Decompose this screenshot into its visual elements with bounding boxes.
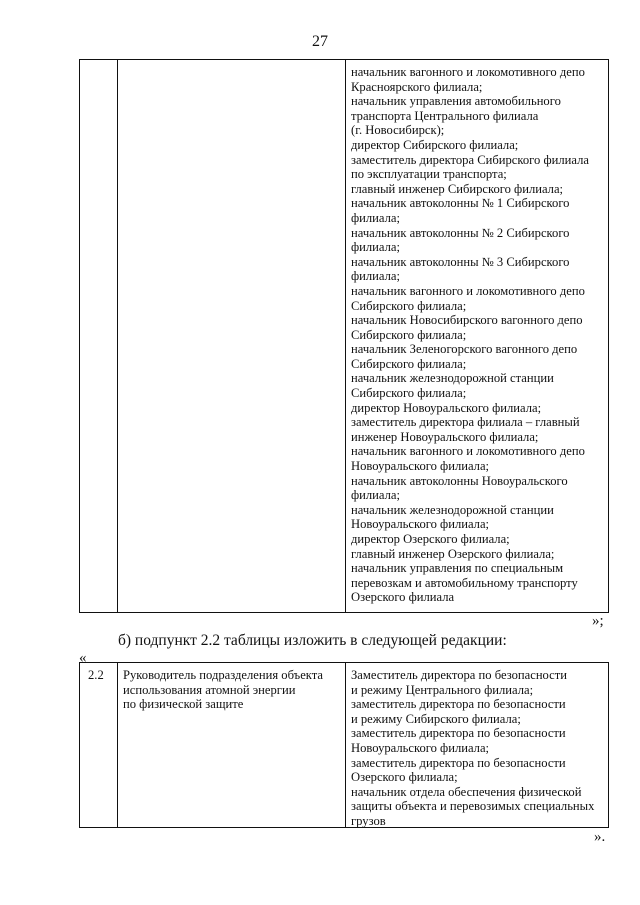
role-cell: Руководитель подразделения объекта использования атомной энергии по физической защите [123, 668, 323, 712]
column-divider [117, 60, 118, 612]
page-number: 27 [312, 33, 328, 50]
closing-quote: ». [594, 829, 606, 845]
column-divider [345, 60, 346, 612]
continued-table [79, 59, 609, 613]
closing-quote: »; [592, 613, 604, 629]
amendment-instruction: б) подпункт 2.2 таблицы изложить в следующей редакции: [118, 632, 507, 649]
positions-list-cell: начальник вагонного и локомотивного депо Красноярского филиала; начальник управления автомобильного транспорта Центрального филиала (г. Новосибирск); директор Сибирского филиала; заместитель директора Сибирского филиала по эксплуатации транспорта; главный инженер Сибирского филиала; начальник автоколонны № 1 Сибирского филиала; начальник автоколонны № 2 Сибирского филиала; начальник автоколонны № 3 Сибирского филиала; начальник вагонного и локомотивного депо Сибирского филиала; начальник Новосибирского вагонного депо Сибирского филиала; начальник Зеленогорского вагонного депо Сибирского филиала; начальник железнодорожной станции Сибирского филиала; директор Новоуральского филиала; заместитель директора филиала – главный инженер Новоуральского филиала; начальник вагонного и локомотивного депо Новоуральского филиала; начальник автоколонны Новоуральского филиала; начальник железнодорожной станции Новоуральского филиала; директор Озерского филиала; главный инженер Озерского филиала; начальник управления по специальным перевозкам и автомобильному транспорту Озерского филиала [351, 65, 589, 605]
column-divider [117, 663, 118, 827]
row-number-cell: 2.2 [88, 668, 104, 682]
positions-list-cell: Заместитель директора по безопасности и режиму Центрального филиала; заместитель директора по безопасности и режиму Сибирского филиала; заместитель директора по безопасности Новоуральского филиала; заместитель директора по безопасности Озерского филиала; начальник отдела обеспечения физической защиты объекта и перевозимых специальных грузов [351, 668, 595, 828]
amended-table-row [79, 662, 609, 828]
column-divider [345, 663, 346, 827]
opening-quote: « [79, 650, 87, 666]
